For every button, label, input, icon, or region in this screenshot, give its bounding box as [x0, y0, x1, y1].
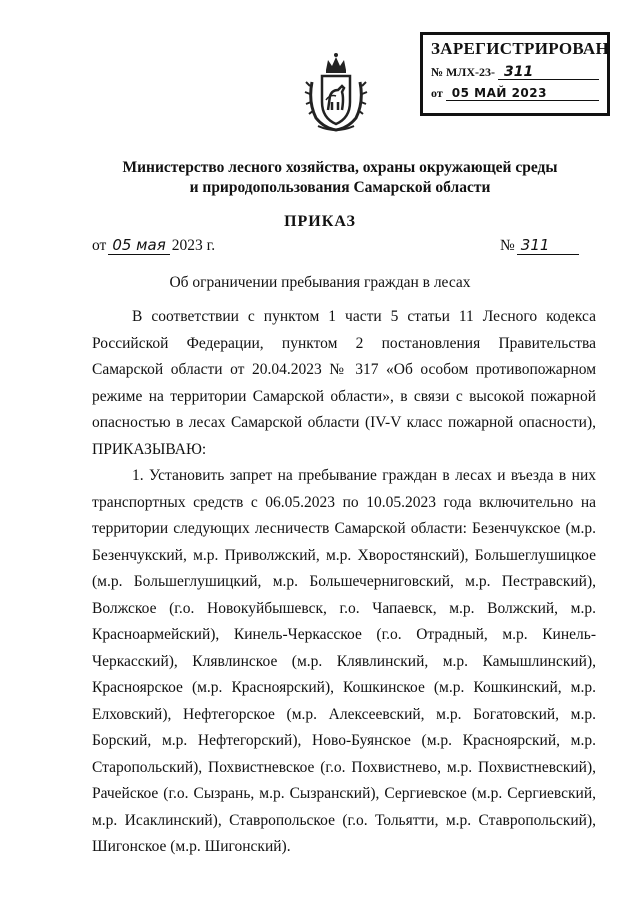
order-body: [92, 304, 596, 861]
order-number-prefix: №: [500, 237, 515, 254]
order-number-handwritten: 311: [517, 236, 579, 255]
document-type: ПРИКАЗ: [284, 213, 356, 230]
ministry-line-1: Министерство лесного хозяйства, охраны окружающей среды: [122, 159, 558, 176]
stamp-number-line: [431, 65, 599, 80]
coat-of-arms-icon: [302, 52, 370, 134]
stamp-title: ЗАРЕГИСТРИРОВАН: [431, 39, 610, 58]
order-date-prefix: от: [92, 237, 107, 254]
body-paragraph: 1. Установить запрет на пребывание граждан в лесах и въезда в них транспортных средств с 06.05.2023 по 10.05.2023 года включительно на территории следующих лесничеств Самарской области: Безенчукское (м.р. Безенчукский, м.р. Приволжский, м.р. Хворостянский), Большеглушицкое (м.р. Большеглушицкий, м.р. Большечерниговский, м.р. Пестравский), Волжское (г.о. Новокуйбышевск, г.о. Чапаевск, м.р. Волжский, м.р. Красноармейский), Кинель-Черкасское (г.о. Отрадный, м.р. Кинель-Черкасский), Клявлинское (м.р. Клявлинский, м.р. Камышлинский), Красноярское (м.р. Красноярский), Кошкинское (м.р. Кошкинский, м.р. Елховский), Нефтегорское (м.р. Алексеевский, м.р. Богатовский, м.р. Борский, м.р. Нефтегорский), Ново-Буянское (м.р. Красноярский, м.р. Старопольский), Похвистневское (г.о. Похвистнево, м.р. Похвистневский), Рачейское (г.о. Сызрань, м.р. Сызранский), Сергиевское (м.р. Сергиевский, м.р. Исаклинский), Ставропольское (г.о. Тольятти, м.р. Ставропольский), Шигонское (м.р. Шигонский).: [92, 467, 596, 855]
order-subject: Об ограничении пребывания граждан в лесах: [169, 274, 471, 291]
order-date-handwritten: 05 мая: [108, 236, 169, 255]
registration-stamp: [420, 32, 610, 116]
order-number: [500, 236, 581, 255]
order-date: [92, 236, 215, 255]
stamp-date-line: [431, 86, 599, 101]
order-date-year: 2023 г.: [171, 237, 216, 254]
body-paragraph: В соответствии с пунктом 1 части 5 статьи 11 Лесного кодекса Российской Федерации, пунктом 2 постановления Правительства Самарской области от 20.04.2023 № 317 «Об особом противопожарном режиме на территории Самарской области», в связи с высокой пожарной опасностью в лесах Самарской области (IV-V класс пожарной опасности), ПРИКАЗЫВАЮ:: [92, 308, 596, 458]
stamp-number-label: № МЛХ-23-: [431, 65, 495, 79]
ministry-line-2: и природопользования Самарской области: [189, 179, 491, 196]
stamp-date-label: от: [431, 86, 443, 100]
ministry-name: [60, 158, 620, 198]
stamp-number-value: 311: [498, 65, 599, 80]
stamp-date-value: 05 МАЙ 2023: [446, 86, 599, 101]
